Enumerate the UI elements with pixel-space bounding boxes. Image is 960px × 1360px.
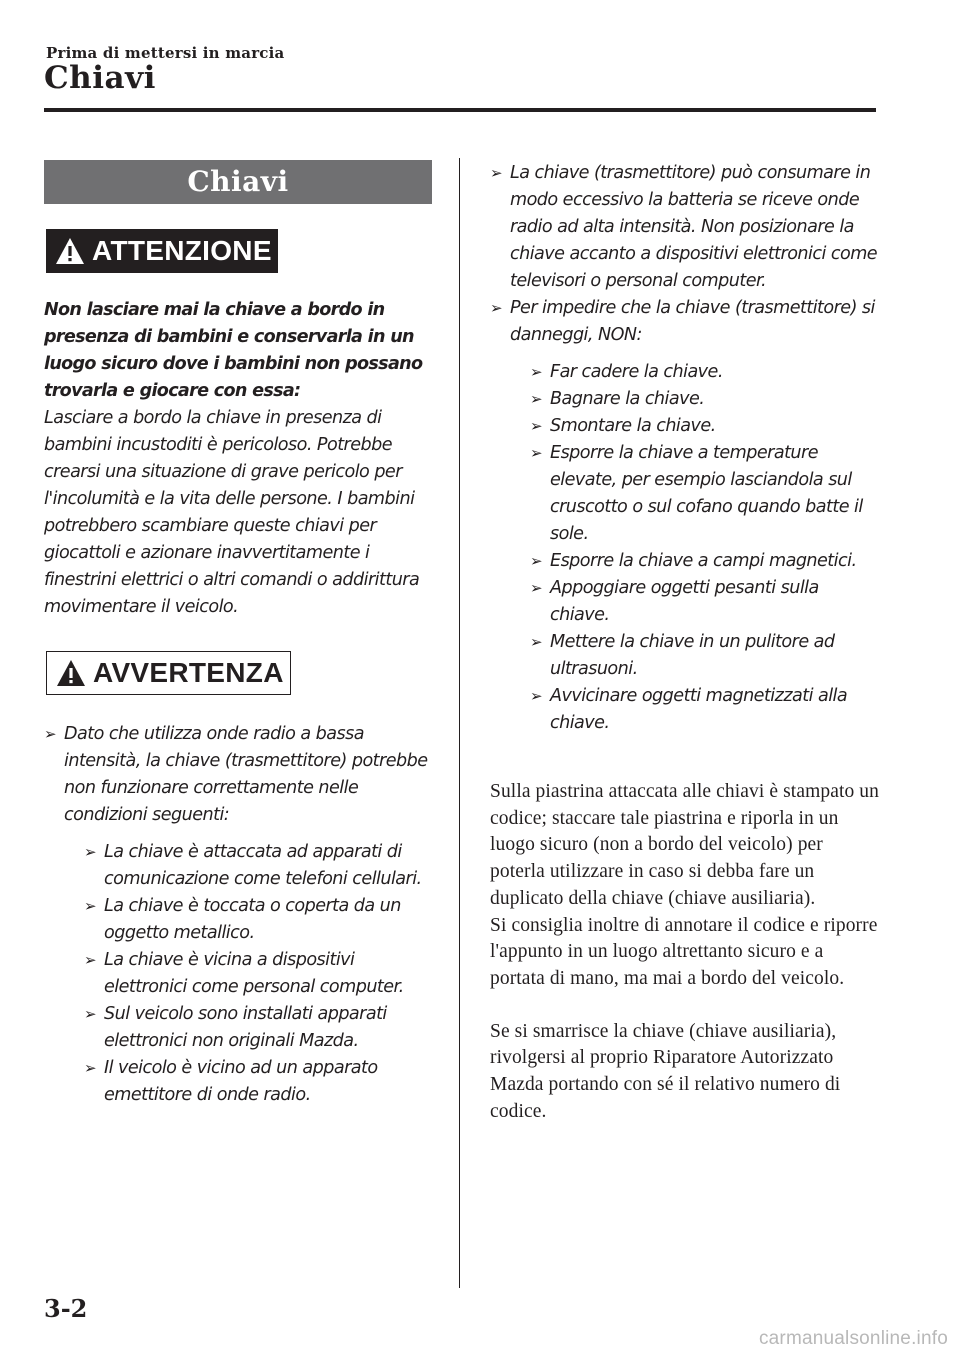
watermark: carmanualsonline.info	[758, 1328, 948, 1349]
list-item: ➢ Appoggiare oggetti pesanti sulla chiave.	[530, 575, 880, 629]
list-item: ➢ La chiave è attaccata ad apparati di comunicazione come telefoni cellulari.	[84, 839, 434, 893]
warning-sublist	[64, 839, 434, 1109]
danger-label: ATTENZIONE	[92, 235, 272, 266]
warning-label: AVVERTENZA	[93, 657, 284, 688]
list-item: ➢ Avvicinare oggetti magnetizzati alla chiave.	[530, 683, 880, 737]
page-number: 3-2	[44, 1294, 88, 1323]
caution-list	[490, 160, 880, 737]
left-column	[44, 160, 434, 1109]
body-paragraph-lost-key: Se si smarrisce la chiave (chiave ausiliaria), rivolgersi al proprio Riparatore Autorizzato Mazda portando con sé il relativo numero di codice.	[490, 1020, 841, 1122]
list-item: ➢ Esporre la chiave a campi magnetici.	[530, 548, 880, 575]
header-rule	[44, 108, 876, 112]
list-item: ➢ La chiave è toccata o coperta da un oggetto metallico.	[84, 893, 434, 947]
list-item: ➢ Far cadere la chiave.	[530, 359, 880, 386]
danger-body: Lasciare a bordo la chiave in presenza di bambini incustoditi è pericoloso. Potrebbe crearsi una situazione di grave pericolo per l'incolumità e la vita delle persone. I bambini potrebbero scambiare queste chiavi per giocattoli e azionare inavvertitamente i finestrini elettrici o altri comandi o addirittura movimentare il veicolo.	[44, 408, 420, 617]
list-item: ➢ Bagnare la chiave.	[530, 386, 880, 413]
list-item: ➢ La chiave (trasmettitore) può consumare in modo eccessivo la batteria se riceve onde radio ad alta intensità. Non posizionare la chiave accanto a dispositivi elettronici come televisori o personal computer.	[490, 160, 880, 295]
body-paragraph-code: Sulla piastrina attaccata alle chiavi è stampato un codice; staccare tale piastrina e riporla in un luogo sicuro (non a bordo del veicolo) per poterla utilizzare in caso si debba fare un duplicato della chiave (chiave ausiliaria).	[490, 781, 879, 909]
warning-badge	[46, 651, 291, 695]
list-item: ➢ Esporre la chiave a temperature elevate, per esempio lasciandola sul cruscotto o sul cofano quando batte il sole.	[530, 440, 880, 548]
warning-list	[44, 721, 434, 1109]
warning-triangle-icon	[55, 658, 87, 688]
page-title: Chiavi	[44, 60, 156, 96]
section-banner: Chiavi	[44, 160, 432, 204]
list-item	[44, 721, 434, 1109]
list-item	[490, 295, 880, 737]
list-item: ➢ Smontare la chiave.	[530, 413, 880, 440]
caution-sublist	[510, 359, 880, 737]
caution-item-text: Per impedire che la chiave (trasmettitore) si danneggi, NON:	[510, 298, 875, 345]
list-item: ➢ Sul veicolo sono installati apparati elettronici non originali Mazda.	[84, 1001, 434, 1055]
list-item: ➢ Il veicolo è vicino ad un apparato emettitore di onde radio.	[84, 1055, 434, 1109]
section-header: Prima di mettersi in marcia	[46, 44, 285, 62]
danger-badge	[46, 229, 278, 273]
warning-triangle-icon	[54, 236, 86, 266]
column-divider	[459, 158, 460, 1288]
right-column	[490, 160, 880, 1125]
body-paragraph-note: Si consiglia inoltre di annotare il codice e riporre l'appunto in un luogo altrettanto sicuro e a portata di mano, ma mai a bordo del veicolo.	[490, 914, 878, 989]
list-item: ➢ Mettere la chiave in un pulitore ad ultrasuoni.	[530, 629, 880, 683]
danger-lead: Non lasciare mai la chiave a bordo in presenza di bambini e conservarla in un luogo sicuro dove i bambini non possano trovarla e giocare con essa:	[44, 300, 423, 401]
list-item: ➢ La chiave è vicina a dispositivi elettronici come personal computer.	[84, 947, 434, 1001]
warning-item-text: Dato che utilizza onde radio a bassa intensità, la chiave (trasmettitore) potrebbe non funzionare correttamente nelle condizioni seguenti:	[64, 724, 428, 825]
